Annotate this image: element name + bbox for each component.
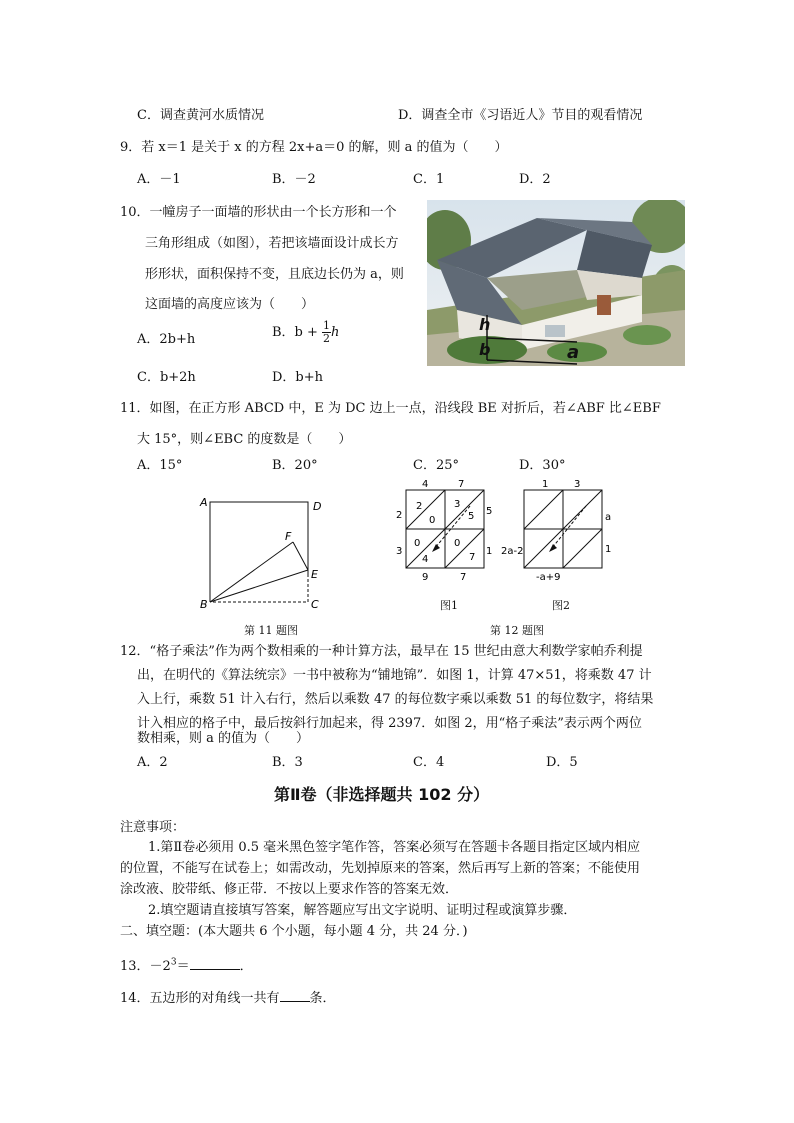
q11-option-b: B．20°	[272, 458, 318, 473]
q10-line4: 这面墙的高度应该为（ ）	[145, 297, 315, 312]
figure-12-grid1	[392, 476, 497, 592]
section-2-title: 第Ⅱ卷（非选择题共 102 分）	[274, 785, 490, 804]
q10-line1: 10．一幢房子一面墙的形状由一个长方形和一个	[120, 205, 397, 220]
g1-left-0: 2	[396, 510, 403, 521]
q8-option-d: D．调查全市《习语近人》节目的观看情况	[398, 108, 643, 123]
g1-cell-5: 4	[422, 554, 429, 565]
g1-right-0: 5	[486, 506, 493, 517]
q9-option-a: A．－1	[137, 172, 181, 187]
notice-1-line3: 涂改液、胶带纸、修正带．不按以上要求作答的答案无效．	[120, 882, 459, 897]
g1-bottom-0: 9	[422, 572, 429, 583]
g1-cell-3: 5	[468, 511, 475, 522]
g1-bottom-1: 7	[460, 572, 467, 583]
g1-left-1: 3	[396, 546, 403, 557]
q12-line1: 12．“格子乘法”作为两个数相乘的一种计算方法，最早在 15 世纪由意大利数学家帕乔利提	[120, 644, 643, 659]
part-2-heading: 二、填空题：(本大题共 6 个小题，每小题 4 分，共 24 分．)	[120, 924, 468, 939]
q11-option-c: C．25°	[413, 458, 459, 473]
figure-11-caption: 第 11 题图	[244, 624, 298, 637]
g1-cell-2: 3	[454, 499, 461, 510]
q10-option-d: D．b+h	[272, 370, 324, 385]
photo-label-b: b	[479, 340, 491, 359]
photo-label-h: h	[479, 315, 491, 334]
q12-option-d: D．5	[546, 755, 578, 770]
q12-line3: 入上行，乘数 51 计入右行，然后以乘数 47 的每位数字乘以乘数 51 的每位数字，将结果	[137, 692, 654, 707]
q9-stem: 9．若 x＝1 是关于 x 的方程 2x+a＝0 的解，则 a 的值为（ ）	[120, 140, 508, 155]
grid2-caption: 图2	[552, 599, 570, 612]
q11-option-a: A．15°	[137, 458, 183, 473]
g2-left: 2a-2	[501, 546, 524, 557]
fig11-label-c: C	[311, 598, 319, 611]
q14: 14．五边形的对角线一共有 条．	[120, 991, 336, 1006]
notice-heading: 注意事项：	[120, 820, 186, 835]
g1-cell-6: 0	[454, 538, 461, 549]
g1-cell-1: 0	[429, 515, 436, 526]
g2-right-1: 1	[605, 544, 612, 555]
g1-cell-7: 7	[469, 552, 476, 563]
q12-line2: 出，在明代的《算法统宗》一书中被称为“铺地锦”．如图 1，计算 47×51，将乘数 47 计	[137, 668, 652, 683]
q10-option-a: A．2b+h	[137, 332, 196, 347]
g1-top-1: 7	[458, 479, 465, 490]
q9-option-d: D．2	[519, 172, 551, 187]
q11-line2: 大 15°，则∠EBC 的度数是（ ）	[137, 432, 352, 447]
q10-option-c: C．b+2h	[137, 370, 196, 385]
grid1-caption: 图1	[440, 599, 458, 612]
q12-option-b: B．3	[272, 755, 303, 770]
q9-option-b: B．－2	[272, 172, 316, 187]
q12-option-c: C．4	[413, 755, 445, 770]
q12-line5: 数相乘，则 a 的值为（ ）	[137, 731, 310, 746]
g1-top-0: 4	[422, 479, 429, 490]
q10-line3: 形形状，面积保持不变，且底边长仍为 a，则	[145, 267, 404, 282]
photo-label-a: a	[567, 342, 580, 363]
q11-option-d: D．30°	[519, 458, 566, 473]
q13: 13．$-2^3=$ ．	[120, 957, 253, 974]
q9-option-c: C．1	[413, 172, 445, 187]
fig11-label-f: F	[285, 530, 292, 543]
g1-cell-4: 0	[414, 538, 421, 549]
house-photo	[427, 200, 685, 366]
g2-bottom: -a+9	[536, 572, 561, 583]
notice-2: 2.填空题请直接填写答案，解答题应写出文字说明、证明过程或演算步骤．	[148, 903, 577, 918]
q11-line1: 11．如图，在正方形 ABCD 中，E 为 DC 边上一点，沿线段 BE 对折后，若∠ABF 比∠EBF	[120, 401, 661, 416]
q8-option-c: C．调查黄河水质情况	[137, 108, 264, 123]
figure-11-square	[196, 492, 336, 614]
fig11-label-b: B	[200, 598, 208, 611]
q10-option-b: B．b + $\frac{1}{2}$ h	[272, 319, 340, 345]
g1-cell-0: 2	[416, 501, 423, 512]
fig11-label-a: A	[200, 496, 208, 509]
q10-line2: 三角形组成（如图），若把该墙面设计成长方	[145, 236, 399, 251]
g2-top-1: 3	[574, 479, 581, 490]
q12-line4: 计入相应的格子中，最后按斜行加起来，得 2397．如图 2，用“格子乘法”表示两个两位	[137, 716, 642, 731]
figure-12-grid2	[500, 476, 620, 592]
notice-1-line1: 1.第Ⅱ卷必须用 0.5 毫米黑色签字笔作答，答案必须写在答题卡各题目指定区域内相应	[148, 840, 641, 855]
q13-answer-blank[interactable]	[190, 969, 240, 970]
fraction-one-half: $\frac{1}{2}$	[323, 319, 331, 345]
g2-right-0: a	[605, 512, 612, 523]
figure-12-caption: 第 12 题图	[490, 624, 544, 637]
fig11-label-d: D	[313, 500, 322, 513]
q12-option-a: A．2	[137, 755, 168, 770]
g1-right-1: 1	[486, 546, 493, 557]
notice-1-line2: 的位置，不能写在试卷上；如需改动，先划掉原来的答案，然后再写上新的答案；不能使用	[120, 861, 641, 876]
g2-top-0: 1	[542, 479, 549, 490]
q14-answer-blank[interactable]	[280, 1001, 310, 1002]
fig11-label-e: E	[311, 568, 318, 581]
